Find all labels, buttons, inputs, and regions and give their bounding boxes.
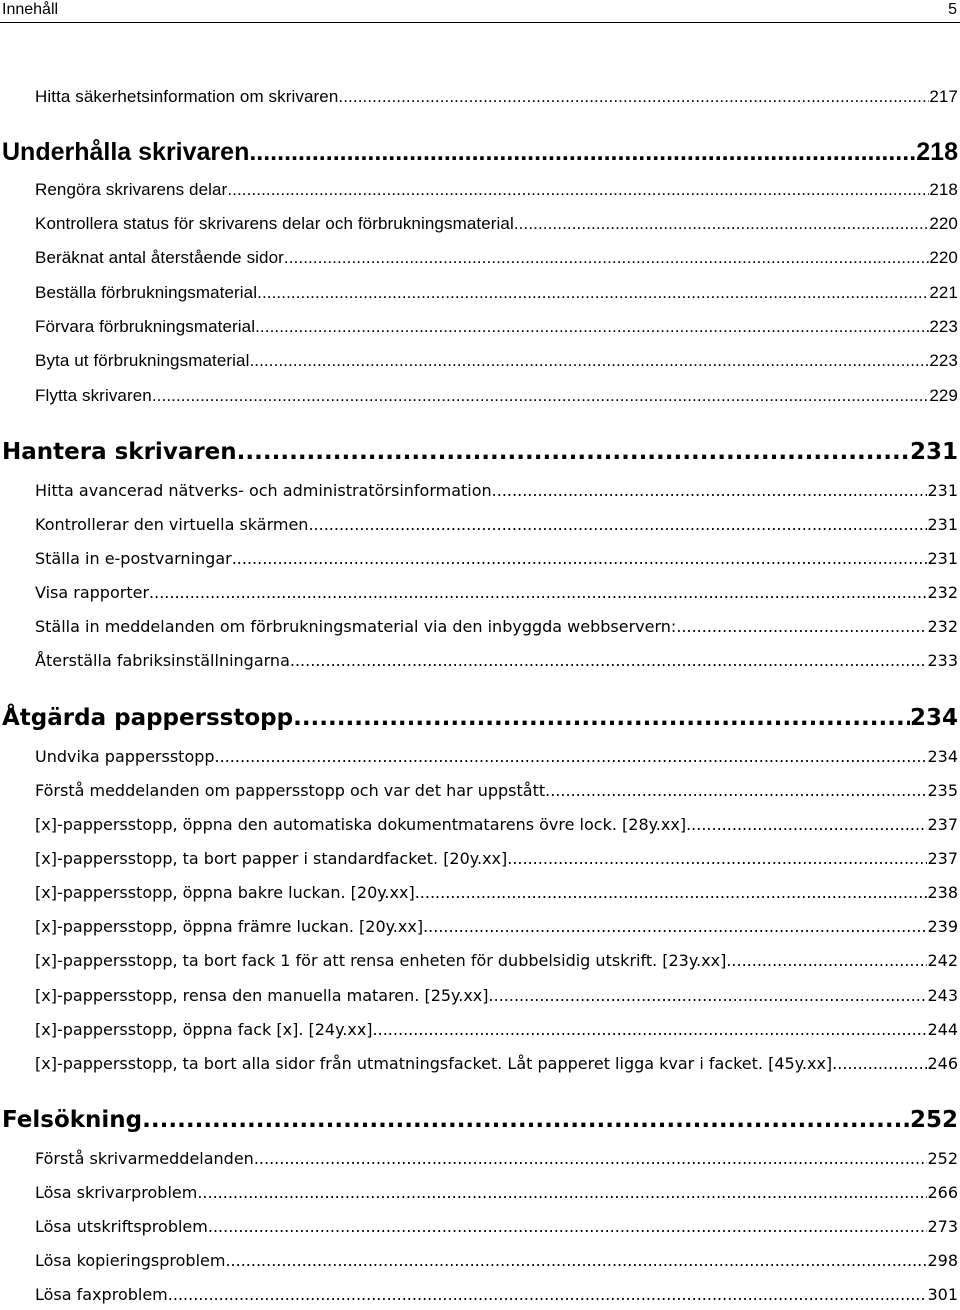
toc-entry-page: 220 (929, 248, 958, 267)
toc-leader-dots (232, 547, 928, 571)
toc-entry-page: 237 (927, 815, 958, 834)
toc-entry[interactable] (35, 1283, 958, 1307)
toc-entry[interactable] (35, 881, 958, 905)
toc-entry[interactable] (35, 178, 958, 202)
toc-entry-title: Hitta säkerhetsinformation om skrivaren (35, 87, 339, 106)
toc-entry-page: 234 (927, 747, 958, 766)
toc-entry[interactable] (35, 1147, 958, 1171)
toc-entry-title: Lösa skrivarproblem (35, 1183, 198, 1202)
toc-entry-title: Förvara förbrukningsmaterial (35, 317, 256, 336)
toc-entry-title: Förstå meddelanden om pappersstopp och var det har uppstått (35, 781, 546, 800)
toc-entry-title: Förstå skrivarmeddelanden (35, 1149, 254, 1168)
toc-chapter-page: 252 (909, 1107, 958, 1133)
toc-entry-title: Beställa förbrukningsmaterial (35, 283, 258, 302)
toc-leader-dots (832, 1052, 927, 1076)
toc-leader-dots (227, 178, 929, 202)
toc-entry-page: 217 (929, 87, 958, 106)
toc-entry-title: Lösa kopieringsproblem (35, 1251, 226, 1270)
toc-entry[interactable] (35, 246, 958, 270)
toc-entry[interactable] (35, 915, 958, 939)
toc-leader-dots (293, 701, 910, 735)
toc-chapter-title: Felsökning (2, 1107, 143, 1133)
toc-entry[interactable] (35, 1215, 958, 1239)
toc-entry-page: 298 (927, 1251, 958, 1270)
toc-leader-dots (492, 479, 928, 503)
toc-leader-dots (726, 949, 927, 973)
toc-leader-dots (373, 1018, 928, 1042)
toc-entry[interactable] (35, 1181, 958, 1205)
toc-entry-page: 239 (927, 917, 958, 936)
toc-entry-title: Byta ut förbrukningsmaterial (35, 351, 250, 370)
toc-entry[interactable] (35, 547, 958, 571)
toc-leader-dots (423, 915, 927, 939)
toc-entry[interactable] (35, 649, 958, 673)
toc-entry-title: Kontrollerar den virtuella skärmen (35, 515, 309, 534)
toc-entry-title: [x]‑pappersstopp, ta bort fack 1 för att rensa enheten för dubbelsidig utskrift. [23y.xx] (35, 951, 727, 970)
toc-entry[interactable] (35, 349, 958, 373)
toc-leader-dots (142, 1103, 910, 1137)
toc-entry[interactable] (35, 384, 958, 408)
toc-entry-page: 232 (927, 617, 958, 636)
toc-leader-dots (489, 984, 928, 1008)
toc-leader-dots (149, 581, 927, 605)
toc-leader-dots (197, 1181, 927, 1205)
toc-entry-page: 244 (927, 1020, 958, 1039)
header-page-number: 5 (948, 1, 957, 18)
toc-leader-dots (338, 85, 929, 109)
toc-leader-dots (514, 212, 929, 236)
toc-leader-dots (415, 881, 928, 905)
toc-entry-page: 252 (927, 1149, 958, 1168)
toc-entry[interactable] (35, 1249, 958, 1273)
toc-leader-dots (215, 745, 928, 769)
toc-leader-dots (225, 1249, 927, 1273)
toc-entry[interactable] (35, 1018, 958, 1042)
toc-entry-page: 220 (929, 214, 958, 233)
toc-chapter[interactable] (2, 435, 958, 469)
toc-entry[interactable] (35, 949, 958, 973)
toc-entry[interactable] (35, 479, 958, 503)
toc-entry-page: 238 (927, 883, 958, 902)
toc-leader-dots (168, 1283, 928, 1307)
toc-entry-title: Återställa fabriksinställningarna (35, 651, 290, 670)
toc-entry[interactable] (35, 984, 958, 1008)
toc-entry-page: 231 (927, 549, 958, 568)
toc-leader-dots (152, 384, 929, 408)
toc-entry[interactable] (35, 315, 958, 339)
toc-entry-title: [x]‑pappersstopp, rensa den manuella mataren. [25y.xx] (35, 986, 489, 1005)
toc-entry-title: Ställa in meddelanden om förbrukningsmaterial via den inbyggda webbservern: (35, 617, 677, 636)
toc-chapter[interactable] (2, 1103, 958, 1137)
toc-entry-page: 266 (927, 1183, 958, 1202)
toc-entry-page: 243 (927, 986, 958, 1005)
toc-entry[interactable] (35, 85, 958, 109)
toc-chapter-title: Underhålla skrivaren (2, 138, 250, 166)
toc-chapter-title: Hantera skrivaren (2, 439, 237, 465)
toc-entry-title: [x]‑pappersstopp, ta bort alla sidor från utmatningsfacket. Låt papperet ligga kvar i facket. [45y.xx] (35, 1054, 833, 1073)
toc-entry-title: [x]‑pappersstopp, öppna bakre luckan. [20y.xx] (35, 883, 415, 902)
toc-leader-dots (290, 649, 928, 673)
toc-leader-dots (308, 513, 927, 537)
toc-leader-dots (676, 615, 927, 639)
toc-entry-title: Hitta avancerad nätverks- och administratörsinformation (35, 481, 492, 500)
toc-leader-dots (257, 281, 929, 305)
toc-entry-page: 242 (927, 951, 958, 970)
toc-leader-dots (208, 1215, 928, 1239)
toc-leader-dots (284, 246, 929, 270)
toc-leader-dots (507, 847, 927, 871)
toc-entry[interactable] (35, 615, 958, 639)
toc-entry-title: Kontrollera status för skrivarens delar och förbrukningsmaterial (35, 214, 514, 233)
toc-entry[interactable] (35, 212, 958, 236)
toc-entry-page: 273 (927, 1217, 958, 1236)
toc-leader-dots (686, 813, 927, 837)
toc-entry-title: Lösa utskriftsproblem (35, 1217, 208, 1236)
toc-leader-dots (249, 135, 916, 169)
toc-entry-page: 223 (929, 351, 958, 370)
toc-leader-dots (237, 435, 910, 469)
toc-entry-title: [x]‑pappersstopp, öppna fack [x]. [24y.xx] (35, 1020, 373, 1039)
toc-entry-title: Flytta skrivaren (35, 386, 152, 405)
toc-entry-title: [x]‑pappersstopp, öppna den automatiska dokumentmatarens övre lock. [28y.xx] (35, 815, 687, 834)
toc-entry[interactable] (35, 745, 958, 769)
toc-entry-page: 221 (929, 283, 958, 302)
toc-chapter-title: Åtgärda pappersstopp (2, 705, 294, 731)
toc-entry-page: 237 (927, 849, 958, 868)
toc-entry-title: [x]‑pappersstopp, öppna främre luckan. [20y.xx] (35, 917, 424, 936)
toc-entry-page: 223 (929, 317, 958, 336)
toc-entry-title: [x]‑pappersstopp, ta bort papper i standardfacket. [20y.xx] (35, 849, 508, 868)
toc-chapter[interactable] (2, 701, 958, 735)
toc-leader-dots (254, 1147, 928, 1171)
toc-leader-dots (255, 315, 929, 339)
header-title: Innehåll (2, 1, 59, 18)
toc-entry[interactable] (35, 813, 958, 837)
toc-entry-page: 233 (927, 651, 958, 670)
toc-chapter-page: 218 (916, 138, 958, 166)
toc-entry-page: 231 (927, 481, 958, 500)
toc-entry[interactable] (35, 281, 958, 305)
toc-entry-title: Beräknat antal återstående sidor (35, 248, 284, 267)
toc-entry-page: 246 (927, 1054, 958, 1073)
toc-entry-page: 231 (927, 515, 958, 534)
toc-entry-title: Rengöra skrivarens delar (35, 180, 228, 199)
page-header (0, 0, 960, 23)
toc-entry-title: Ställa in e-postvarningar (35, 549, 232, 568)
toc-entry-page: 229 (929, 386, 958, 405)
toc-entry[interactable] (35, 779, 958, 803)
toc-leader-dots (545, 779, 927, 803)
toc-chapter-page: 234 (909, 705, 958, 731)
toc-entry[interactable] (35, 581, 958, 605)
toc-entry-page: 301 (927, 1285, 958, 1304)
toc-entry[interactable] (35, 847, 958, 871)
toc-chapter-page: 231 (909, 439, 958, 465)
toc-entry-page: 235 (927, 781, 958, 800)
toc-leader-dots (249, 349, 929, 373)
toc-entry[interactable] (35, 1052, 958, 1076)
toc-entry-title: Lösa faxproblem (35, 1285, 168, 1304)
toc-chapter[interactable] (2, 135, 958, 169)
toc-entry[interactable] (35, 513, 958, 537)
toc-entry-page: 218 (929, 180, 958, 199)
toc-entry-page: 232 (927, 583, 958, 602)
toc-entry-title: Undvika pappersstopp (35, 747, 215, 766)
toc-entry-title: Visa rapporter (35, 583, 150, 602)
